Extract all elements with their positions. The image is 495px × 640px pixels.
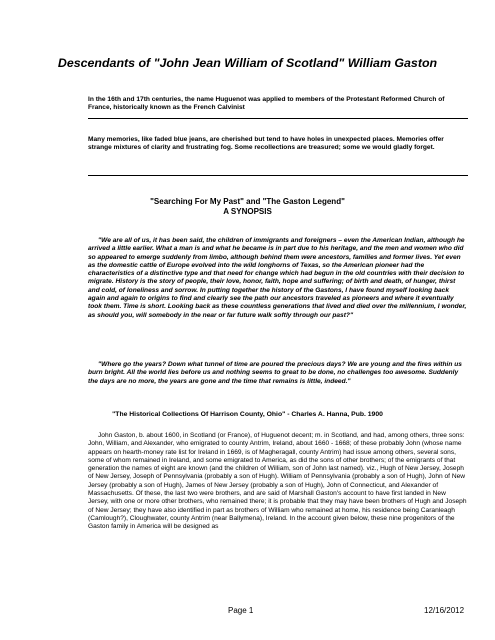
divider-line xyxy=(88,118,468,119)
quote-paragraph-2: "Where go the years? Down what tunnel of time are poured the precious days? We are young and the fires within us burn bright. All the world lies before us and nothing seems to great to be done, no challenges too awesome. Suddenly the days are no more, the years are gone and the time that remains is little, indeed." xyxy=(88,361,462,385)
divider-line xyxy=(88,175,468,176)
page-number: Page 1 xyxy=(228,606,254,615)
source-citation: "The Historical Collections Of Harrison County, Ohio" - Charles A. Hanna, Pub. 1900 xyxy=(112,411,383,418)
intro-paragraph: In the 16th and 17th centuries, the name Huguenot was applied to members of the Protestant Reformed Church of France, historically known as the French Calvinist xyxy=(88,96,445,112)
synopsis-heading: "Searching For My Past" and "The Gaston Legend" xyxy=(150,197,345,206)
memories-paragraph: Many memories, like faded blue jeans, are cherished but tend to have holes in unexpected places. Memories offer strange mixtures of clarity and frustrating fog. Some recollections are treasured; some we would gladly forget. xyxy=(88,136,444,152)
body-paragraph: John Gaston, b. about 1600, in Scotland (or France), of Huguenot decent; m. in Scotland, and had, among others, three sons: John, William, and Alexander, who emigrated to county Antrim, Ireland, about 1660 - 1668; of these probably John (whose name appears on hearth-money rate list for Ireland in 1669, is of Magheragall, county Antrim) had issue among others, several sons, some of whom remained in Ireland, and some emigrated to America, as did the sons of other brothers; of the emigrants of that generation the names of eight are known (and the children of William, son of John last named). viz., Hugh of New Jersey, Joseph of New Jersey, Joseph of Pennsylvania (probably a son of Hugh). William of Pennsylvania (probably a son of Hugh), John of New Jersey (probably a son of Hugh), James of New Jersey (probably a son of Hugh), John of Connecticut, and Alexander of Massachusetts. Of these, the last two were brothers, and are said of Marshall Gaston's account to have first landed in New Jersey, with one or more other brothers, who remained there; it is probable that they may have been brothers of Hugh and Joseph of New Jersey; they have also identified in part as brothers of William who remained at home, his residence being Caranleagh (Camlough?), Cloughwater, county Antrim (near Ballymena), Ireland. In the account given below, these nine progenitors of the Gaston family in America will be designed as xyxy=(88,432,467,531)
footer-date: 12/16/2012 xyxy=(424,606,465,615)
synopsis-subheading: A SYNOPSIS xyxy=(223,207,272,216)
quote-paragraph-1: "We are all of us, it has been said, the children of immigrants and foreigners – even the American Indian, although he arrived a little earlier. What a man is and what he became is in part due to his heritage, and the men and women who did so appeared to emerge suddenly from limbo, although behind them were ancestors, families and former lives. Yet even as the domestic cattle of Europe evolved into the wild longhorns of Texas, so the American pioneer had the characteristics of a distinctive type and that need for change which had begun in the old countries with their decision to migrate. History is the story of people, their love, honor, faith, hope and suffering; of birth and death, of hunger, thirst and cold, of loneliness and sorrow. In putting together the history of the Gastons, I have found myself looking back again and again to origins to find and clearly see the path our ancestors traveled as pioneers and where it eventually took them. Time is short. Looking back as these countless generations that lived and died over the millennium, I wonder, as should you, will somebody in the near or far future walk softly through our past?" xyxy=(88,237,467,319)
document-title: Descendants of "John Jean William of Scotland" William Gaston xyxy=(57,56,438,70)
